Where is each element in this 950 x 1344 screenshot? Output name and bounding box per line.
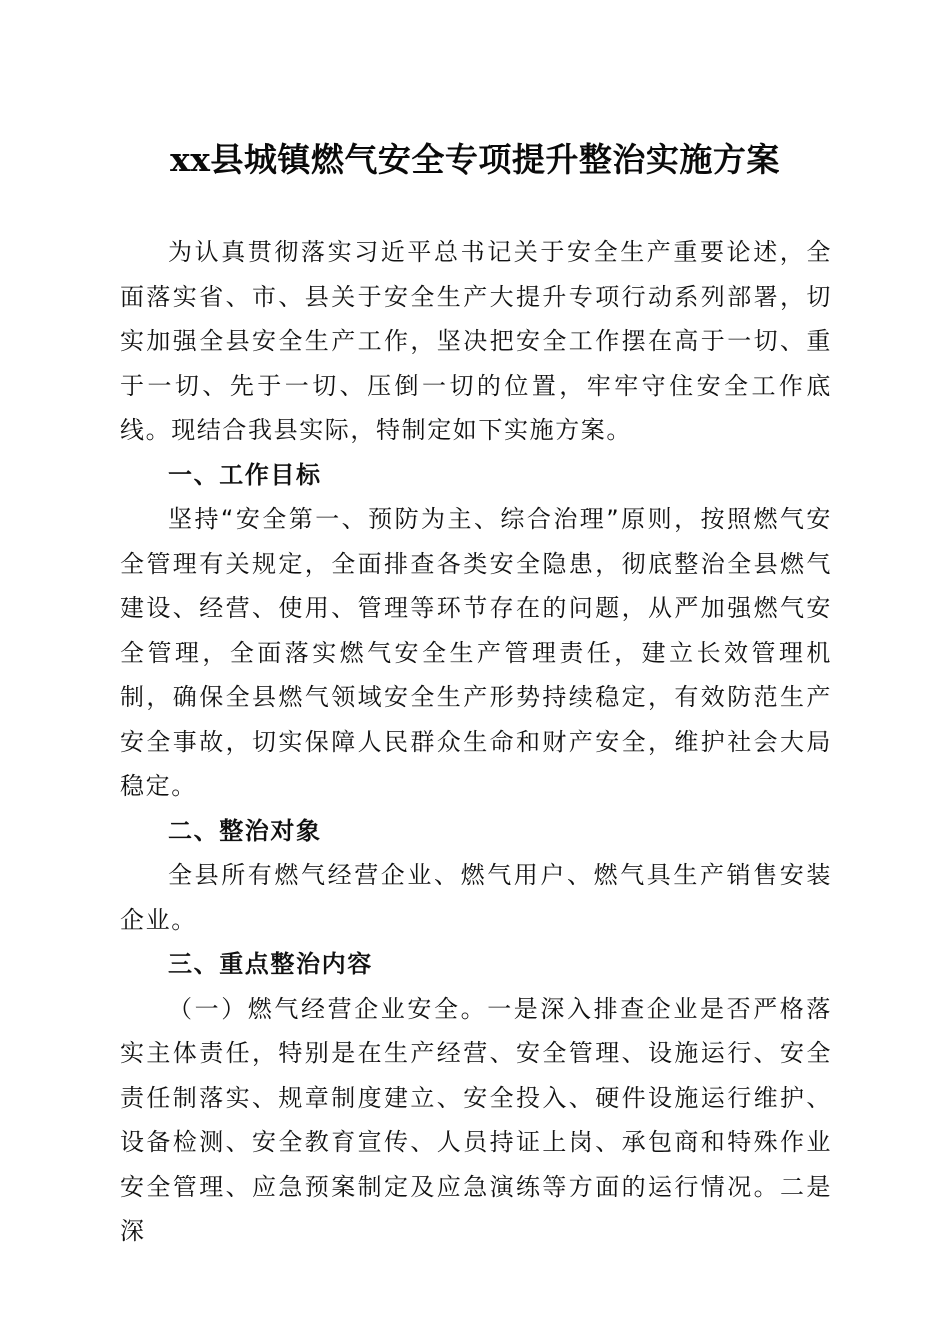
section-paragraph-targets: 全县所有燃气经营企业、燃气用户、燃气具生产销售安装企业。 (120, 861, 832, 934)
section-heading-goals: 一、工作目标 (168, 460, 322, 489)
intro-paragraph: 为认真贯彻落实习近平总书记关于安全生产重要论述，全面落实省、市、县关于安全生产大提升专项行动系列部署，切实加强全县安全生产工作，坚决把安全工作摆在高于一切、重于一切、先于一切、压倒一切的位置，牢牢守住安全工作底线。现结合我县实际，特制定如下实施方案。 (120, 238, 832, 444)
section-paragraph-goals: 坚持“安全第一、预防为主、综合治理”原则，按照燃气安全管理有关规定，全面排查各类安全隐患，彻底整治全县燃气建设、经营、使用、管理等环节存在的问题，从严加强燃气安全管理，全面落实燃气安全生产管理责任，建立长效管理机制，确保全县燃气领域安全生产形势持续稳定，有效防范生产安全事故，切实保障人民群众生命和财产安全，维护社会大局稳定。 (120, 505, 832, 800)
section-heading-targets: 二、整治对象 (168, 816, 322, 845)
document-title: xx县城镇燃气安全专项提升整治实施方案 (170, 140, 780, 179)
section-paragraph-key-content: （一）燃气经营企业安全。一是深入排查企业是否严格落实主体责任，特别是在生产经营、安全管理、设施运行、安全责任制落实、规章制度建立、安全投入、硬件设施运行维护、设备检测、安全教育宣传、人员持证上岗、承包商和特殊作业安全管理、应急预案制定及应急演练等方面的运行情况。二是深 (120, 994, 832, 1245)
document-body (120, 230, 832, 1254)
section-heading-key-content: 三、重点整治内容 (168, 950, 373, 978)
